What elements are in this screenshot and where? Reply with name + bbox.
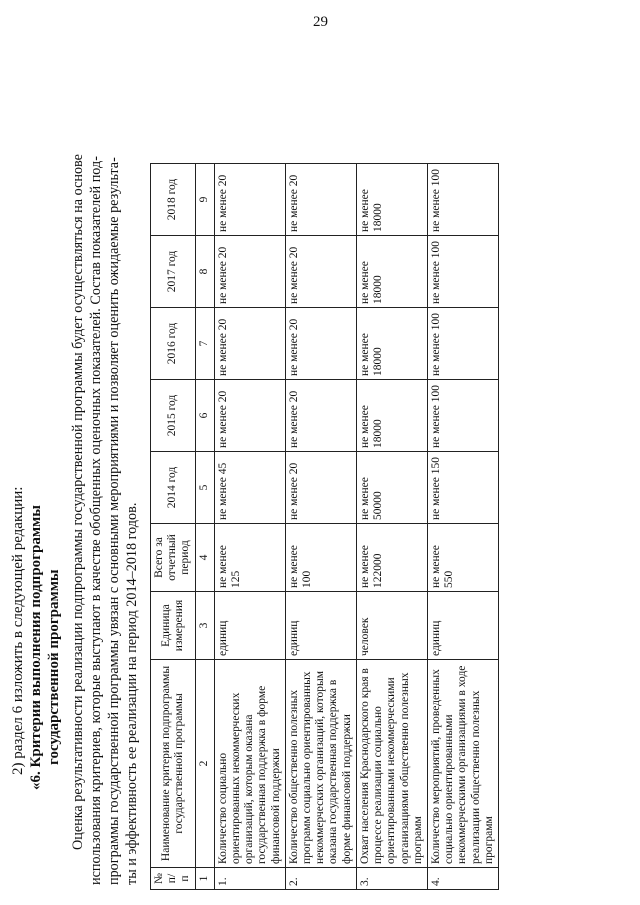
year-2017-cell: не менее 20 xyxy=(285,236,356,308)
column-number: 3 xyxy=(195,592,214,660)
header-cell: № п/п xyxy=(151,868,196,890)
total-cell: не менее 125 xyxy=(214,524,285,592)
unit-cell: единиц xyxy=(214,592,285,660)
table-header-row xyxy=(151,164,196,890)
column-number: 2 xyxy=(195,660,214,868)
section-intro: 2) раздел 6 изложить в следующей редакции: xyxy=(10,486,26,775)
section-subtitle: государственной программы xyxy=(46,569,62,765)
year-2018-cell: не менее 18000 xyxy=(356,164,427,236)
column-number: 5 xyxy=(195,452,214,524)
table-row xyxy=(427,164,498,890)
year-2018-cell: не менее 20 xyxy=(285,164,356,236)
column-number: 9 xyxy=(195,164,214,236)
unit-cell: единиц xyxy=(427,592,498,660)
header-cell: Единица измерения xyxy=(151,592,196,660)
year-2014-cell: не менее 20 xyxy=(285,452,356,524)
total-cell: не менее 122000 xyxy=(356,524,427,592)
year-2016-cell: не менее 100 xyxy=(427,308,498,380)
criterion-name: Охват населения Краснодарского края в процессе реализации социально ориентированными некоммерческими организациями общественно полезных программ xyxy=(356,660,427,868)
criteria-table xyxy=(150,163,499,890)
year-2018-cell: не менее 20 xyxy=(214,164,285,236)
year-2017-cell: не менее 18000 xyxy=(356,236,427,308)
column-number: 8 xyxy=(195,236,214,308)
year-2014-cell: не менее 150 xyxy=(427,452,498,524)
column-number-row xyxy=(195,164,214,890)
year-2017-cell: не менее 20 xyxy=(214,236,285,308)
table-row xyxy=(356,164,427,890)
total-cell: не менее 100 xyxy=(285,524,356,592)
section-title: «6. Критерии выполнения подпрограммы xyxy=(28,505,44,790)
row-number: 2. xyxy=(285,868,356,890)
header-cell: 2015 год xyxy=(151,380,196,452)
table-row xyxy=(285,164,356,890)
total-cell: не менее 550 xyxy=(427,524,498,592)
unit-cell: человек xyxy=(356,592,427,660)
row-number: 4. xyxy=(427,868,498,890)
year-2014-cell: не менее 50000 xyxy=(356,452,427,524)
unit-cell: единиц xyxy=(285,592,356,660)
header-cell: Наименование критерия подпрограммы государственной программы xyxy=(151,660,196,868)
year-2016-cell: не менее 20 xyxy=(285,308,356,380)
criterion-name: Количество общественно полезных программ социально ориентированных некоммерческих организаций, которым оказана государственная поддержка в форме финансовой поддержки xyxy=(285,660,356,868)
header-cell: 2017 год xyxy=(151,236,196,308)
paragraph-line: программы государственной программы увязан с основными мероприятиями и позволяет оценить ожидаемые результа- xyxy=(106,157,122,885)
paragraph-line: ты и эффективность ее реализации на период 2014–2018 годов. xyxy=(124,502,140,885)
year-2016-cell: не менее 20 xyxy=(214,308,285,380)
row-number: 1. xyxy=(214,868,285,890)
header-cell: 2014 год xyxy=(151,452,196,524)
column-number: 6 xyxy=(195,380,214,452)
table-row xyxy=(214,164,285,890)
paragraph-line: Оценка результативности реализации подпрограммы государственной программы будет осуществляться на основе xyxy=(70,154,86,850)
header-cell: 2016 год xyxy=(151,308,196,380)
column-number: 1 xyxy=(195,868,214,890)
row-number: 3. xyxy=(356,868,427,890)
paragraph-line: использования критериев, которые выступают в качестве обобщенных оценочных показателей. Состав показателей под- xyxy=(88,156,104,885)
year-2015-cell: не менее 20 xyxy=(285,380,356,452)
year-2018-cell: не менее 100 xyxy=(427,164,498,236)
year-2017-cell: не менее 100 xyxy=(427,236,498,308)
page-number: 29 xyxy=(313,14,328,30)
header-cell: 2018 год xyxy=(151,164,196,236)
rotated-page-content xyxy=(0,35,640,905)
year-2016-cell: не менее 18000 xyxy=(356,308,427,380)
criterion-name: Количество социально ориентированных некоммерческих организаций, которым оказана государственная поддержка в форме финансовой поддержки xyxy=(214,660,285,868)
criterion-name: Количество мероприятий, проведенных социально ориентированными некоммерческими организациями в ходе реализации общественно полезных программ xyxy=(427,660,498,868)
year-2015-cell: не менее 20 xyxy=(214,380,285,452)
column-number: 7 xyxy=(195,308,214,380)
year-2015-cell: не менее 100 xyxy=(427,380,498,452)
column-number: 4 xyxy=(195,524,214,592)
year-2015-cell: не менее 18000 xyxy=(356,380,427,452)
year-2014-cell: не менее 45 xyxy=(214,452,285,524)
header-cell: Всего за отчетный период xyxy=(151,524,196,592)
